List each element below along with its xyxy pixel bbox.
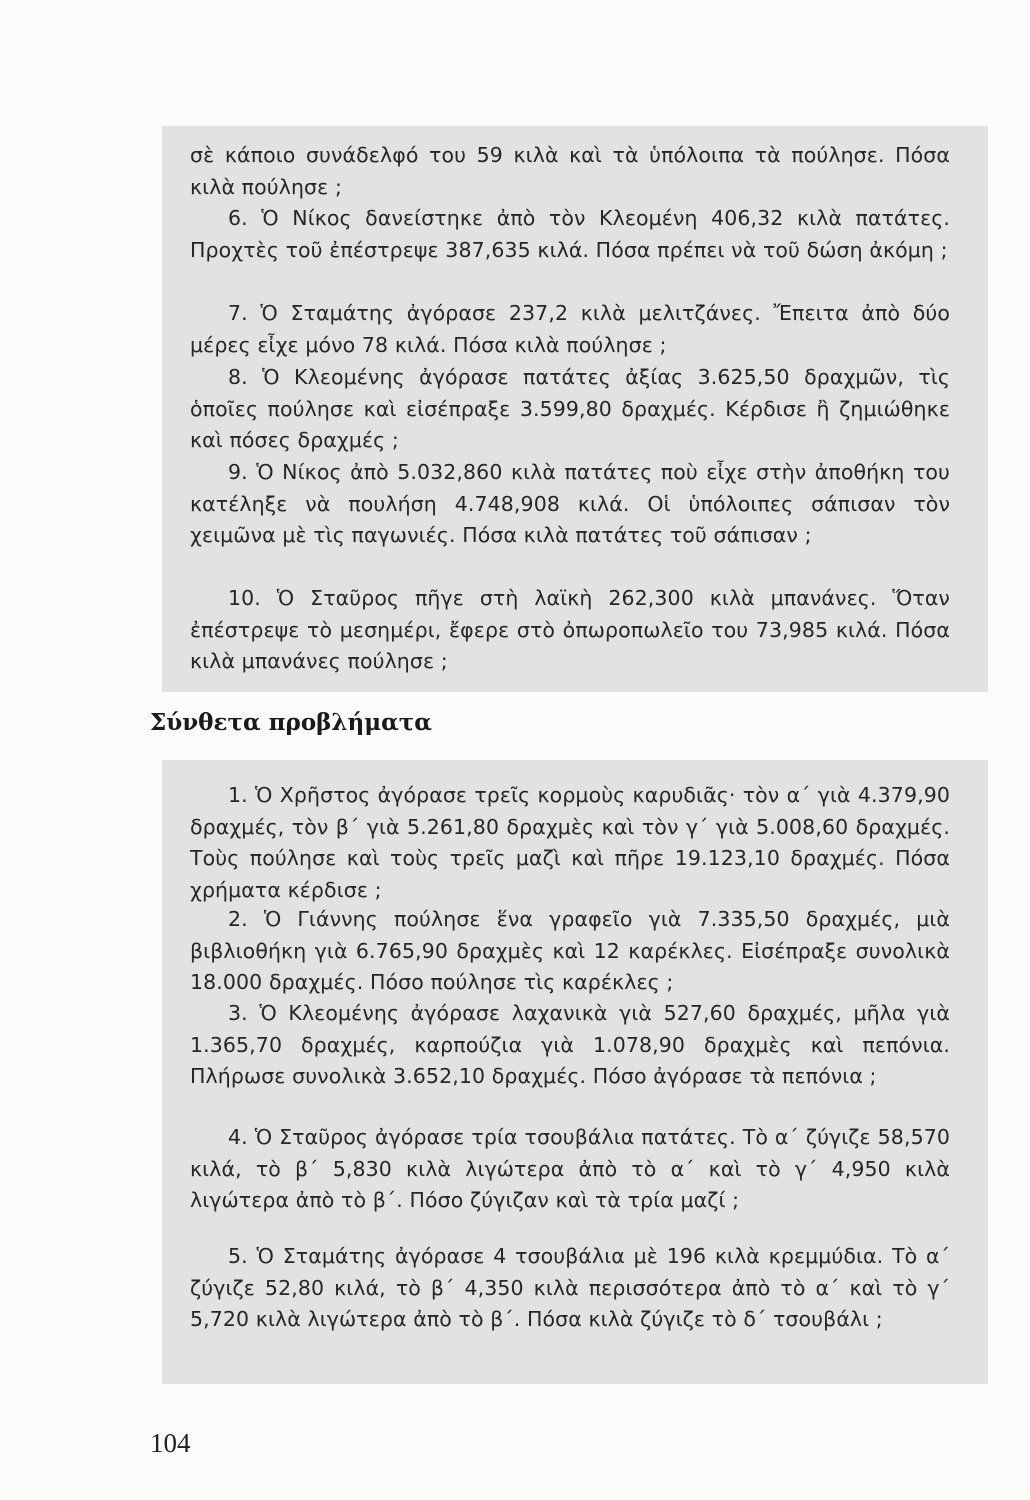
composite-problem-1 (190, 780, 950, 906)
problem-10 (190, 583, 950, 678)
composite-problem-5 (190, 1241, 950, 1336)
composite-problem-2 (190, 904, 950, 999)
paragraph-continuation: σὲ κάποιο συνάδελφό του 59 κιλὰ καὶ τὰ ὑπόλοιπα τὰ πούλησε. Πόσα κιλὰ πούλησε ; (190, 143, 950, 199)
problem-6-text: 6. Ὁ Νίκος δανείστηκε ἀπὸ τὸν Κλεομένη 406,32 κιλὰ πατάτες. Προχτὲς τοῦ ἐπέστρεψε 387,635 κιλά. Πόσα πρέπει νὰ τοῦ δώση ἀκόμη ; (190, 206, 950, 262)
composite-problem-3 (190, 998, 950, 1093)
section-heading: Σύνθετα προβλήματα (150, 709, 432, 736)
problem-7 (190, 298, 950, 361)
problem-10-text: 10. Ὁ Σταῦρος πῆγε στὴ λαϊκὴ 262,300 κιλὰ μπανάνες. Ὅταν ἐπέστρεψε τὸ μεσημέρι, ἔφερε στὸ ὀπωροπωλεῖο του 73,985 κιλά. Πόσα κιλὰ μπανάνες πούλησε ; (190, 586, 950, 673)
composite-problem-5-text: 5. Ὁ Σταμάτης ἀγόρασε 4 τσουβάλια μὲ 196 κιλὰ κρεμμύδια. Τὸ α΄ ζύγιζε 52,80 κιλά, τὸ β΄ 4,350 κιλὰ περισσότερα ἀπὸ τὸ α΄ καὶ τὸ γ΄ 5,720 κιλὰ λιγώτερα ἀπὸ τὸ β΄. Πόσα κιλὰ ζύγιζε τὸ δ΄ τσουβάλι ; (190, 1244, 950, 1331)
problem-9 (190, 457, 950, 552)
problem-8-text: 8. Ὁ Κλεομένης ἀγόρασε πατάτες ἀξίας 3.625,50 δραχμῶν, τὶς ὁποῖες πούλησε καὶ εἰσέπραξε 3.599,80 δραχμές. Κέρδισε ἢ ζημιώθηκε καὶ πόσες δραχμές ; (190, 365, 950, 452)
composite-problem-4 (190, 1122, 950, 1217)
problem-8 (190, 362, 950, 457)
page-number: 104 (150, 1428, 191, 1458)
composite-problem-3-text: 3. Ὁ Κλεομένης ἀγόρασε λαχανικὰ γιὰ 527,60 δραχμές, μῆλα γιὰ 1.365,70 δραχμές, καρπούζια γιὰ 1.078,90 δραχμὲς καὶ πεπόνια. Πλήρωσε συνολικὰ 3.652,10 δραχμές. Πόσο ἀγόρασε τὰ πεπόνια ; (190, 1001, 950, 1088)
problem-9-text: 9. Ὁ Νίκος ἀπὸ 5.032,860 κιλὰ πατάτες ποὺ εἶχε στὴν ἀποθήκη του κατέληξε νὰ πουλήση 4.748,908 κιλά. Οἱ ὑπόλοιπες σάπισαν τὸν χειμῶνα μὲ τὶς παγωνιές. Πόσα κιλὰ πατάτες τοῦ σάπισαν ; (190, 460, 950, 547)
problem-6 (190, 203, 950, 266)
problem-7-text: 7. Ὁ Σταμάτης ἀγόρασε 237,2 κιλὰ μελιτζάνες. Ἔπειτα ἀπὸ δύο μέρες εἶχε μόνο 78 κιλά. Πόσα κιλὰ πούλησε ; (190, 301, 950, 357)
composite-problem-2-text: 2. Ὁ Γιάννης πούλησε ἕνα γραφεῖο γιὰ 7.335,50 δραχμές, μιὰ βιβλιοθήκη γιὰ 6.765,90 δραχμὲς καὶ 12 καρέκλες. Εἰσέπραξε συνολικὰ 18.000 δραχμές. Πόσο πούλησε τὶς καρέκλες ; (190, 907, 950, 994)
composite-problem-4-text: 4. Ὁ Σταῦρος ἀγόρασε τρία τσουβάλια πατάτες. Τὸ α΄ ζύγιζε 58,570 κιλά, τὸ β΄ 5,830 κιλὰ λιγώτερα ἀπὸ τὸ α΄ καὶ τὸ γ΄ 4,950 κιλὰ λιγώτερα ἀπὸ τὸ β΄. Πόσο ζύγιζαν καὶ τὰ τρία μαζί ; (190, 1125, 950, 1212)
composite-problem-1-text: 1. Ὁ Χρῆστος ἀγόρασε τρεῖς κορμοὺς καρυδιᾶς· τὸν α΄ γιὰ 4.379,90 δραχμές, τὸν β΄ γιὰ 5.261,80 δραχμὲς καὶ τὸν γ΄ γιὰ 5.008,60 δραχμές. Τοὺς πούλησε καὶ τοὺς τρεῖς μαζὶ καὶ πῆρε 19.123,10 δραχμές. Πόσα χρήματα κέρδισε ; (190, 783, 950, 902)
